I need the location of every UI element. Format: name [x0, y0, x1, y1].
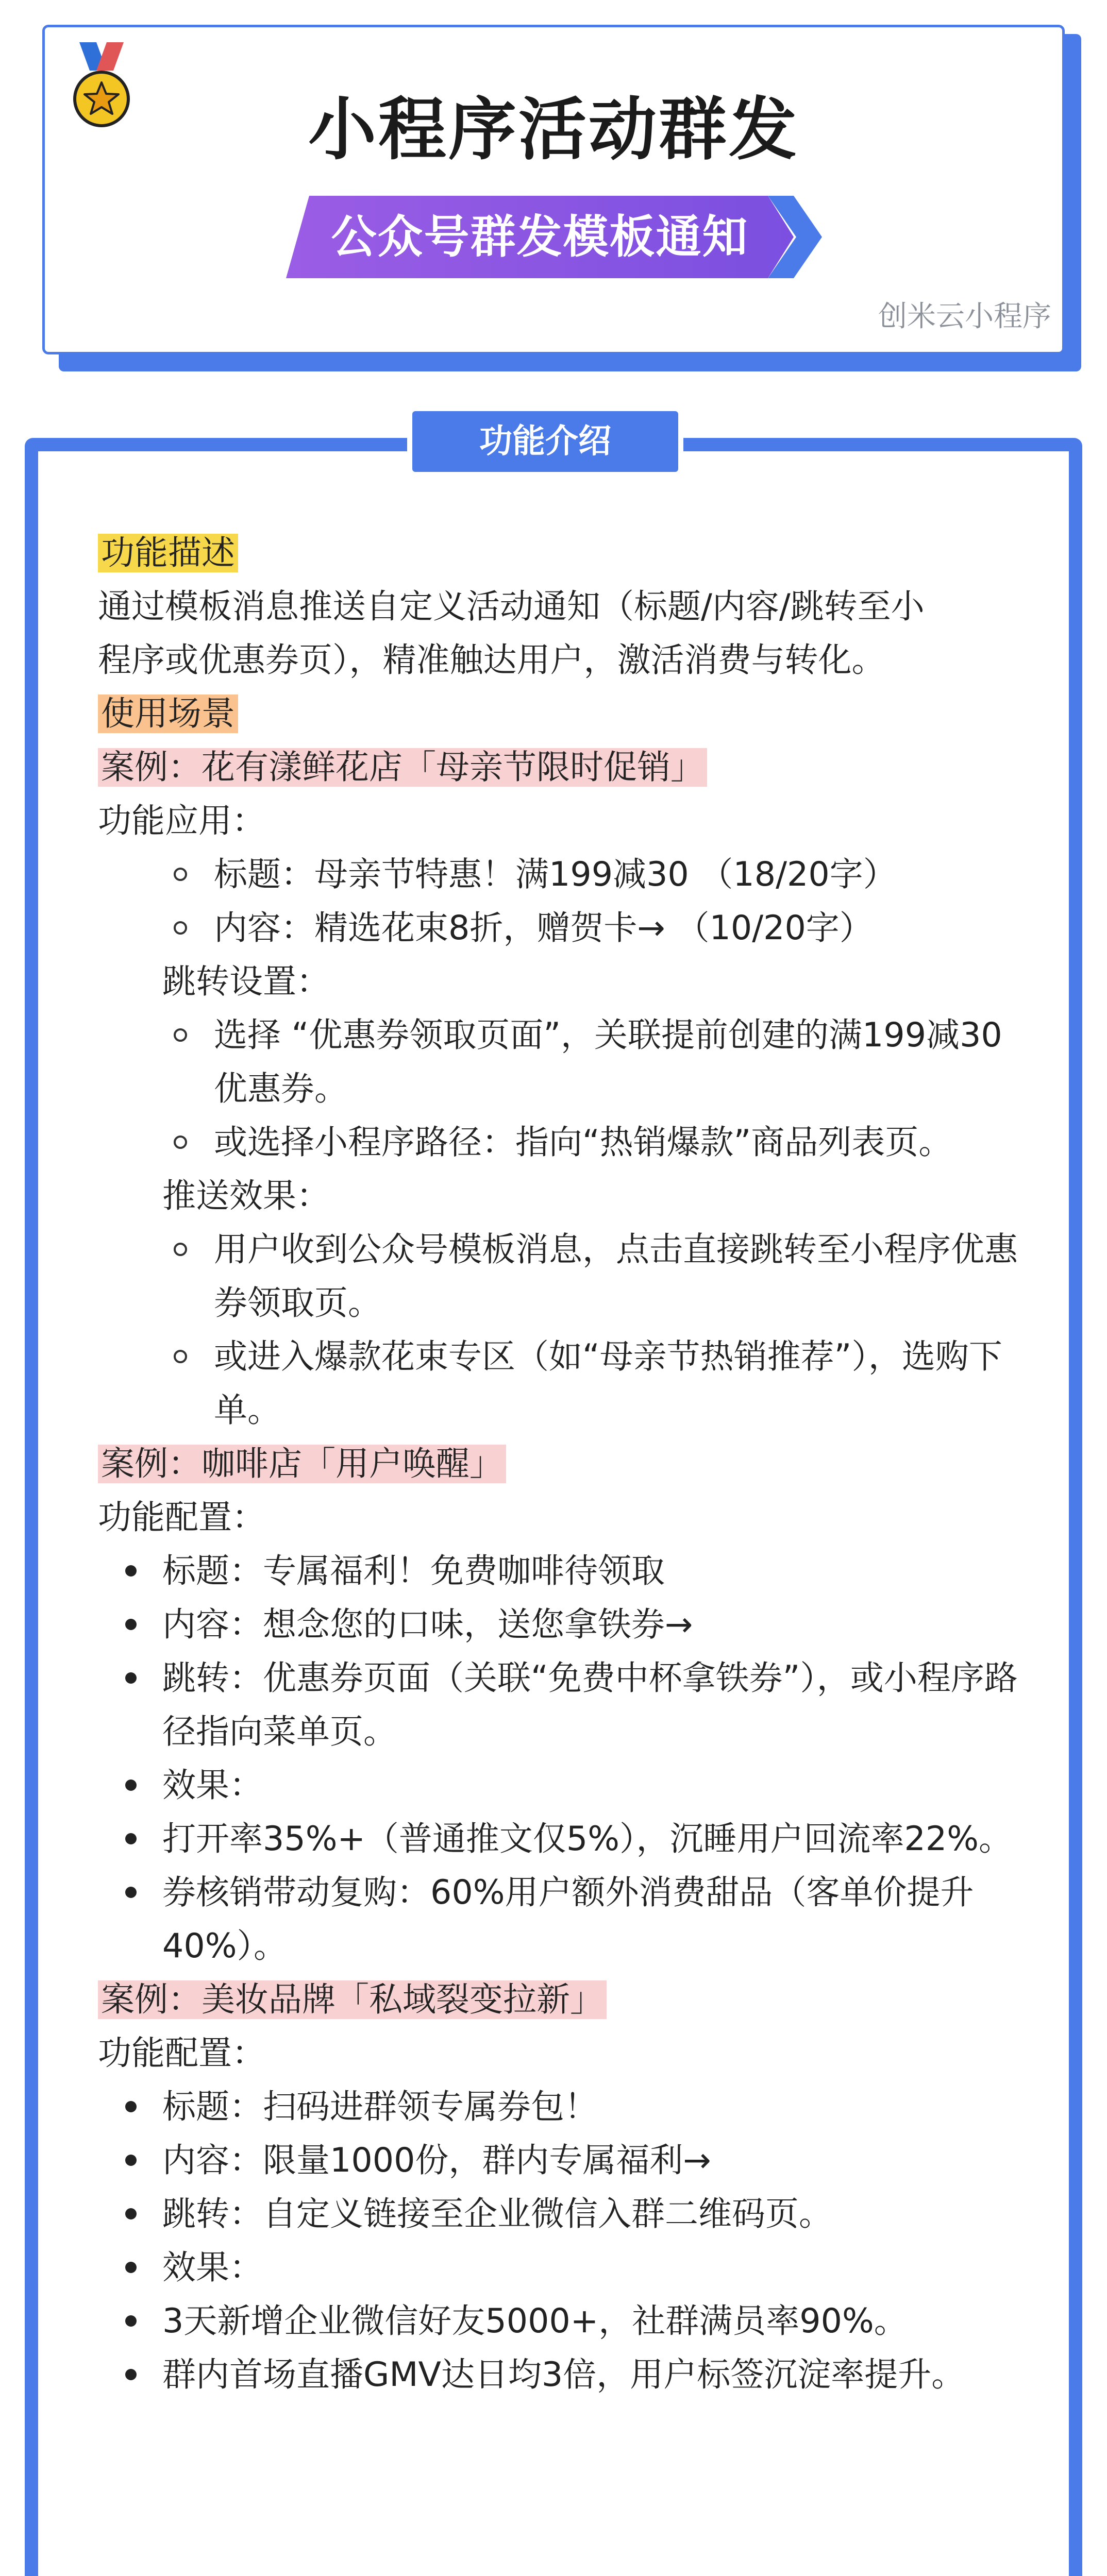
case-list	[98, 1009, 1026, 1170]
case-sublabel: 推送效果：	[162, 1177, 330, 1215]
case-list	[98, 848, 1026, 955]
list-item: 标题：母亲节特惠！满199减30 （18/20字）	[214, 848, 1026, 902]
list-item: 跳转：自定义链接至企业微信入群二维码页。	[162, 2188, 1026, 2241]
list-item: 跳转：优惠券页面（关联“免费中杯拿铁券”），或小程序路径指向菜单页。	[162, 1652, 1026, 1759]
case-sublabel: 功能配置：	[98, 1498, 266, 1537]
desc-text-line: 通过模板消息推送自定义活动通知（标题/内容/跳转至小	[98, 587, 925, 626]
list-item: 选择 “优惠券领取页面”，关联提前创建的满199减30优惠券。	[214, 1009, 1026, 1116]
case-list	[98, 1223, 1026, 1437]
desc-heading: 功能描述	[98, 527, 1026, 580]
list-item: 效果：	[162, 1759, 1026, 1812]
list-item: 或进入爆款花束专区（如“母亲节热销推荐”），选购下单。	[214, 1330, 1026, 1437]
scene-heading: 使用场景	[98, 687, 1026, 741]
page-title: 小程序活动群发	[308, 90, 799, 170]
list-item: 或选择小程序路径：指向“热销爆款”商品列表页。	[214, 1116, 1026, 1170]
case-sublabel: 功能配置：	[98, 2034, 266, 2073]
list-item: 效果：	[162, 2241, 1026, 2295]
list-item: 用户收到公众号模板消息，点击直接跳转至小程序优惠券领取页。	[214, 1223, 1026, 1330]
section-tab: 功能介绍	[412, 411, 678, 472]
list-item: 内容：想念您的口味，送您拿铁券→	[162, 1598, 1026, 1652]
list-item: 群内首场直播GMV达日均3倍，用户标签沉淀率提升。	[162, 2348, 1026, 2402]
banner-title: 公众号群发模板通知	[331, 210, 749, 263]
case-sublabel: 功能应用：	[98, 802, 266, 840]
case-title: 案例：咖啡店「用户唤醒」	[98, 1437, 1026, 1491]
list-item: 券核销带动复购：60%用户额外消费甜品（客单价提升40%）。	[162, 1866, 1026, 1973]
case-sublabel: 跳转设置：	[162, 962, 330, 1001]
brand-label: 创米云小程序	[878, 300, 1051, 333]
case-title: 案例：美妆品牌「私域裂变拉新」	[98, 1973, 1026, 2027]
intro-content	[98, 527, 1026, 2402]
desc-text-line: 程序或优惠券页），精准触达用户，激活消费与转化。	[98, 641, 885, 680]
case-title: 案例：花有漾鲜花店「母亲节限时促销」	[98, 741, 1026, 794]
list-item: 3天新增企业微信好友5000+，社群满员率90%。	[162, 2295, 1026, 2348]
list-item: 标题：扫码进群领专属券包！	[162, 2080, 1026, 2134]
list-item: 标题：专属福利！免费咖啡待领取	[162, 1545, 1026, 1598]
list-item: 内容：限量1000份，群内专属福利→	[162, 2134, 1026, 2188]
list-item: 打开率35%+（普通推文仅5%），沉睡用户回流率22%。	[162, 1812, 1026, 1866]
case-list	[98, 2080, 1026, 2402]
case-list	[98, 1545, 1026, 1973]
list-item: 内容：精选花束8折，赠贺卡→ （10/20字）	[214, 902, 1026, 955]
